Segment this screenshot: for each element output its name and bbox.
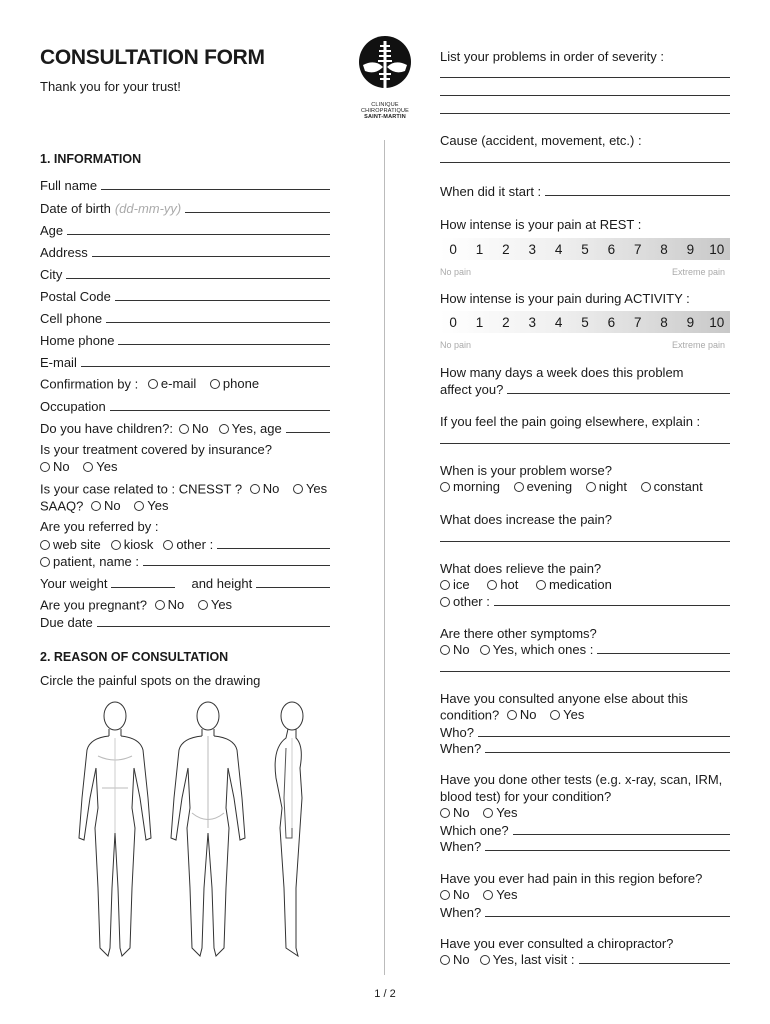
relieve-medication-label: medication xyxy=(548,577,612,592)
tests-which-line[interactable] xyxy=(513,834,730,835)
who-field[interactable] xyxy=(440,723,730,740)
confirm-email-option[interactable] xyxy=(148,376,196,391)
reason-instruction: Circle the painful spots on the drawing xyxy=(40,673,261,688)
saaq-no-option[interactable] xyxy=(91,498,121,513)
consulted-label-1: Have you consulted anyone else about this xyxy=(440,691,688,706)
relieve-label: What does relieve the pain? xyxy=(440,561,602,576)
dob-label: Date of birth xyxy=(40,201,111,216)
before-when-label: When? xyxy=(440,905,482,920)
radio-icon[interactable] xyxy=(134,501,144,511)
relieve-hot-option[interactable] xyxy=(487,577,518,592)
chiro-no-label: No xyxy=(453,952,470,967)
scale-value[interactable]: 9 xyxy=(686,314,695,330)
referred-options xyxy=(40,537,330,552)
info-heading: 1. INFORMATION xyxy=(40,152,142,166)
days-label-1: How many days a week does this problem xyxy=(440,365,684,380)
radio-icon[interactable] xyxy=(40,557,50,567)
consulted-no-option[interactable] xyxy=(507,707,537,722)
age-line[interactable] xyxy=(67,234,330,235)
chiro-yes-label: Yes, last visit : xyxy=(492,952,575,967)
referred-label: Are you referred by : xyxy=(40,519,159,534)
referred-other-line[interactable] xyxy=(217,548,330,549)
radio-icon[interactable] xyxy=(210,379,220,389)
relieve-ice-label: ice xyxy=(453,577,470,592)
tests-when-field[interactable] xyxy=(440,837,730,854)
radio-icon[interactable] xyxy=(219,424,229,434)
scale-value[interactable]: 8 xyxy=(660,314,668,330)
cell-field[interactable] xyxy=(40,309,330,326)
relieve-other-row xyxy=(440,594,730,609)
symptoms-no-option[interactable] xyxy=(440,642,470,657)
symptoms-label: Are there other symptoms? xyxy=(440,626,597,641)
tests-no-label: No xyxy=(453,805,470,820)
referred-web-option[interactable] xyxy=(40,537,101,552)
pregnant-label: Are you pregnant? xyxy=(40,597,147,613)
address-line[interactable] xyxy=(92,256,330,257)
scale-value[interactable]: 5 xyxy=(581,241,589,257)
scale-value[interactable]: 0 xyxy=(449,241,457,257)
cnesst-no-option[interactable] xyxy=(250,481,280,496)
rest-label: How intense is your pain at REST : xyxy=(440,217,642,232)
tests-no-option[interactable] xyxy=(440,805,470,820)
due-date-line[interactable] xyxy=(97,626,330,627)
radio-icon[interactable] xyxy=(83,462,93,472)
scale-value[interactable]: 10 xyxy=(709,241,725,257)
radio-icon[interactable] xyxy=(111,540,121,550)
radio-icon[interactable] xyxy=(155,600,165,610)
form-subtitle: Thank you for your trust! xyxy=(40,79,181,94)
referred-patient-row xyxy=(40,554,330,569)
days-field[interactable] xyxy=(440,380,730,397)
email-label: E-mail xyxy=(40,355,77,370)
elsewhere-line[interactable] xyxy=(440,443,730,444)
cnesst-yes-option[interactable] xyxy=(293,481,327,496)
worse-night-label: night xyxy=(598,479,627,494)
scale-value[interactable]: 1 xyxy=(475,314,484,330)
tests-options xyxy=(440,805,527,821)
dob-line[interactable] xyxy=(185,212,330,213)
scale-value[interactable]: 4 xyxy=(554,241,563,257)
radio-icon[interactable] xyxy=(250,484,260,494)
activity-no-pain-label: No pain xyxy=(440,340,472,350)
scale-value[interactable]: 6 xyxy=(607,314,616,330)
weight-line[interactable] xyxy=(111,587,175,588)
column-divider xyxy=(384,140,385,975)
radio-icon[interactable] xyxy=(440,645,450,655)
tests-yes-option[interactable] xyxy=(483,805,517,820)
activity-label: How intense is your pain during ACTIVITY : xyxy=(440,291,690,306)
insurance-options xyxy=(40,459,127,475)
radio-icon[interactable] xyxy=(91,501,101,511)
radio-icon[interactable] xyxy=(514,482,524,492)
scale-value[interactable]: 3 xyxy=(528,241,537,257)
chiro-label: Have you ever consulted a chiropractor? xyxy=(440,936,674,951)
radio-icon[interactable] xyxy=(507,710,517,720)
insurance-no-label: No xyxy=(53,459,70,474)
worse-constant-option[interactable] xyxy=(641,479,703,494)
body-side-figure[interactable] xyxy=(275,702,303,956)
address-field[interactable] xyxy=(40,243,330,260)
confirm-email-label: e-mail xyxy=(160,376,197,391)
body-diagram[interactable] xyxy=(60,698,340,968)
logo-line-3: SAINT-MARTIN xyxy=(364,114,406,120)
children-no-label: No xyxy=(191,421,209,436)
worse-evening-label: evening xyxy=(526,479,573,494)
referred-other-option[interactable] xyxy=(163,537,213,552)
days-label-2: affect you? xyxy=(440,382,504,397)
relieve-hot-label: hot xyxy=(500,577,519,592)
rest-pain-scale[interactable] xyxy=(440,238,730,260)
consulted-no-label: No xyxy=(519,707,537,722)
before-no-option[interactable] xyxy=(440,887,470,902)
children-no-option[interactable] xyxy=(179,421,209,436)
scale-value[interactable]: 5 xyxy=(581,314,589,330)
home-phone-label: Home phone xyxy=(40,333,115,348)
cnesst-yes-label: Yes xyxy=(305,481,328,496)
address-label: Address xyxy=(40,245,88,260)
height-line[interactable] xyxy=(256,587,330,588)
insurance-label: Is your treatment covered by insurance? xyxy=(40,442,272,457)
when-start-label: When did it start : xyxy=(440,184,542,199)
referred-other-label: other : xyxy=(176,537,214,552)
scale-value[interactable]: 1 xyxy=(475,241,484,257)
referred-web-label: web site xyxy=(53,537,101,552)
symptoms-yes-option[interactable] xyxy=(480,642,594,657)
before-when-line[interactable] xyxy=(485,916,730,917)
consulted-when-label: When? xyxy=(440,741,482,756)
consulted-yes-option[interactable] xyxy=(550,707,584,722)
activity-pain-scale[interactable] xyxy=(440,311,730,333)
age-label: Age xyxy=(40,223,64,238)
radio-icon[interactable] xyxy=(586,482,596,492)
radio-icon[interactable] xyxy=(179,424,189,434)
radio-icon[interactable] xyxy=(480,955,490,965)
scale-value[interactable]: 4 xyxy=(554,314,563,330)
symptoms-options xyxy=(440,642,730,657)
chiro-no-option[interactable] xyxy=(440,952,470,967)
when-start-field[interactable] xyxy=(440,182,730,199)
before-yes-option[interactable] xyxy=(483,887,517,902)
pregnant-yes-option[interactable] xyxy=(198,597,232,612)
radio-icon[interactable] xyxy=(641,482,651,492)
scale-value[interactable]: 7 xyxy=(633,314,642,330)
cell-label: Cell phone xyxy=(40,311,103,326)
symptoms-line-2[interactable] xyxy=(440,671,730,672)
spine-logo-icon xyxy=(357,35,413,97)
postal-line[interactable] xyxy=(115,300,330,301)
scale-value[interactable]: 8 xyxy=(660,241,668,257)
radio-icon[interactable] xyxy=(440,955,450,965)
cnesst-row xyxy=(40,481,337,497)
relieve-other-line[interactable] xyxy=(494,605,730,606)
pregnant-no-label: No xyxy=(167,597,185,612)
consulted-yes-label: Yes xyxy=(563,707,585,722)
scale-value[interactable]: 6 xyxy=(607,241,616,257)
activity-extreme-label: Extreme pain xyxy=(672,340,726,350)
body-back-figure[interactable] xyxy=(171,702,245,956)
full-name-label: Full name xyxy=(40,178,98,193)
email-field[interactable] xyxy=(40,353,330,370)
occupation-line[interactable] xyxy=(110,410,330,411)
radio-icon[interactable] xyxy=(440,482,450,492)
tests-yes-label: Yes xyxy=(496,805,518,820)
scale-value[interactable]: 7 xyxy=(633,241,642,257)
tests-when-line[interactable] xyxy=(485,850,730,851)
children-yes-label: Yes, age xyxy=(231,421,282,436)
full-name-line[interactable] xyxy=(101,189,330,190)
before-options xyxy=(440,887,527,903)
radio-icon[interactable] xyxy=(293,484,303,494)
increase-line[interactable] xyxy=(440,541,730,542)
consulted-row xyxy=(440,707,594,723)
symptoms-yes-label: Yes, which ones : xyxy=(492,642,594,657)
rest-extreme-label: Extreme pain xyxy=(672,267,726,277)
home-phone-line[interactable] xyxy=(118,344,330,345)
form-title: CONSULTATION FORM xyxy=(40,46,265,69)
who-label: Who? xyxy=(440,725,474,740)
radio-icon[interactable] xyxy=(440,580,450,590)
radio-icon[interactable] xyxy=(198,600,208,610)
dob-placeholder: (dd-mm-yy) xyxy=(114,201,182,216)
saaq-no-label: No xyxy=(103,498,121,513)
referred-patient-line[interactable] xyxy=(143,565,330,566)
scale-value[interactable]: 0 xyxy=(449,314,457,330)
due-date-label: Due date xyxy=(40,615,93,630)
confirm-phone-option[interactable] xyxy=(210,376,259,391)
rest-no-pain-label: No pain xyxy=(440,267,472,277)
children-row xyxy=(40,421,330,436)
tests-label-2: blood test) for your condition? xyxy=(440,789,612,804)
age-field[interactable] xyxy=(40,221,330,238)
radio-icon[interactable] xyxy=(487,580,497,590)
radio-icon[interactable] xyxy=(536,580,546,590)
children-label: Do you have children?: xyxy=(40,421,173,436)
saaq-yes-label: Yes xyxy=(147,498,169,513)
days-line[interactable] xyxy=(507,393,730,394)
children-age-line[interactable] xyxy=(286,432,330,433)
worse-constant-label: constant xyxy=(653,479,703,494)
tests-which-label: Which one? xyxy=(440,823,509,838)
before-no-label: No xyxy=(453,887,470,902)
radio-icon[interactable] xyxy=(440,890,450,900)
due-date-field[interactable] xyxy=(40,613,330,630)
problems-line-2[interactable] xyxy=(440,95,730,96)
when-start-line[interactable] xyxy=(545,195,730,196)
confirmation-row xyxy=(40,376,269,392)
cell-line[interactable] xyxy=(106,322,330,323)
pregnant-yes-label: Yes xyxy=(210,597,233,612)
page-number: 1 / 2 xyxy=(374,988,396,1000)
worse-night-option[interactable] xyxy=(586,479,627,494)
radio-icon[interactable] xyxy=(440,808,450,818)
logo-line-1: CLINIQUE xyxy=(371,102,399,108)
body-front-figure[interactable] xyxy=(79,702,151,956)
before-yes-label: Yes xyxy=(496,887,518,902)
before-when-field[interactable] xyxy=(440,903,730,920)
symptoms-line[interactable] xyxy=(597,653,730,654)
tests-label-1: Have you done other tests (e.g. x-ray, scan, IRM, xyxy=(440,772,723,787)
cause-line[interactable] xyxy=(440,162,730,163)
referred-kiosk-option[interactable] xyxy=(111,537,154,552)
referred-patient-option[interactable] xyxy=(40,554,139,569)
cnesst-no-label: No xyxy=(262,481,280,496)
email-line[interactable] xyxy=(81,366,330,367)
elsewhere-label: If you feel the pain going elsewhere, explain : xyxy=(440,414,701,429)
occupation-label: Occupation xyxy=(40,399,106,414)
saaq-row xyxy=(40,498,178,514)
logo-line-2: CHIROPRATIQUE xyxy=(360,108,410,114)
radio-icon[interactable] xyxy=(483,890,493,900)
radio-icon[interactable] xyxy=(550,710,560,720)
height-label: and height xyxy=(191,576,253,591)
consulted-label-2: condition? xyxy=(440,707,500,723)
problems-line-1[interactable] xyxy=(440,77,730,78)
radio-icon[interactable] xyxy=(163,540,173,550)
relieve-other-option[interactable] xyxy=(440,594,490,609)
worse-morning-label: morning xyxy=(453,479,500,494)
scale-value[interactable]: 2 xyxy=(502,314,510,330)
increase-label: What does increase the pain? xyxy=(440,512,612,527)
confirm-phone-label: phone xyxy=(222,376,260,391)
postal-field[interactable] xyxy=(40,287,330,304)
radio-icon[interactable] xyxy=(440,597,450,607)
worse-label: When is your problem worse? xyxy=(440,463,612,478)
city-line[interactable] xyxy=(66,278,330,279)
radio-icon[interactable] xyxy=(40,462,50,472)
insurance-no-option[interactable] xyxy=(40,459,70,474)
dob-field[interactable] xyxy=(40,199,330,216)
radio-icon[interactable] xyxy=(148,379,158,389)
city-label: City xyxy=(40,267,63,282)
scale-value[interactable]: 2 xyxy=(502,241,510,257)
worse-morning-option[interactable] xyxy=(440,479,500,494)
tests-when-label: When? xyxy=(440,839,482,854)
referred-kiosk-label: kiosk xyxy=(123,537,154,552)
before-label: Have you ever had pain in this region before? xyxy=(440,871,703,886)
relieve-medication-option[interactable] xyxy=(536,577,612,592)
pregnant-row xyxy=(40,597,242,613)
clinic-logo xyxy=(357,35,413,120)
home-phone-field[interactable] xyxy=(40,331,330,348)
cause-label: Cause (accident, movement, etc.) : xyxy=(440,133,642,148)
radio-icon[interactable] xyxy=(480,645,490,655)
pregnant-no-option[interactable] xyxy=(155,597,185,612)
saaq-yes-option[interactable] xyxy=(134,498,168,513)
occupation-field[interactable] xyxy=(40,397,330,414)
radio-icon[interactable] xyxy=(483,808,493,818)
referred-patient-label: patient, name : xyxy=(53,554,139,569)
consulted-when-line[interactable] xyxy=(485,752,730,753)
chiro-yes-option[interactable] xyxy=(480,952,575,967)
chiro-last-visit-line[interactable] xyxy=(579,963,730,964)
scale-value[interactable]: 10 xyxy=(709,314,725,330)
postal-label: Postal Code xyxy=(40,289,111,304)
problems-line-3[interactable] xyxy=(440,113,730,114)
relieve-options xyxy=(440,577,622,593)
saaq-label: SAAQ? xyxy=(40,498,84,514)
confirmation-label: Confirmation by : xyxy=(40,376,139,392)
tests-which-field[interactable] xyxy=(440,821,730,838)
chiro-options xyxy=(440,952,730,967)
insurance-yes-label: Yes xyxy=(96,459,118,474)
insurance-yes-option[interactable] xyxy=(83,459,117,474)
full-name-field[interactable] xyxy=(40,176,330,193)
city-field[interactable] xyxy=(40,265,330,282)
symptoms-no-label: No xyxy=(453,642,470,657)
relieve-ice-option[interactable] xyxy=(440,577,470,592)
consulted-when-field[interactable] xyxy=(440,739,730,756)
weight-label: Your weight xyxy=(40,576,108,591)
weight-height-row xyxy=(40,576,330,591)
scale-value[interactable]: 3 xyxy=(528,314,537,330)
reason-heading: 2. REASON OF CONSULTATION xyxy=(40,650,229,664)
cnesst-label: Is your case related to : CNESST ? xyxy=(40,481,243,497)
worse-options xyxy=(440,479,713,495)
problems-label: List your problems in order of severity : xyxy=(440,49,664,64)
who-line[interactable] xyxy=(478,736,730,737)
worse-evening-option[interactable] xyxy=(514,479,573,494)
relieve-other-label: other : xyxy=(453,594,490,609)
scale-value[interactable]: 9 xyxy=(686,241,695,257)
children-yes-option[interactable] xyxy=(219,421,282,436)
radio-icon[interactable] xyxy=(40,540,50,550)
